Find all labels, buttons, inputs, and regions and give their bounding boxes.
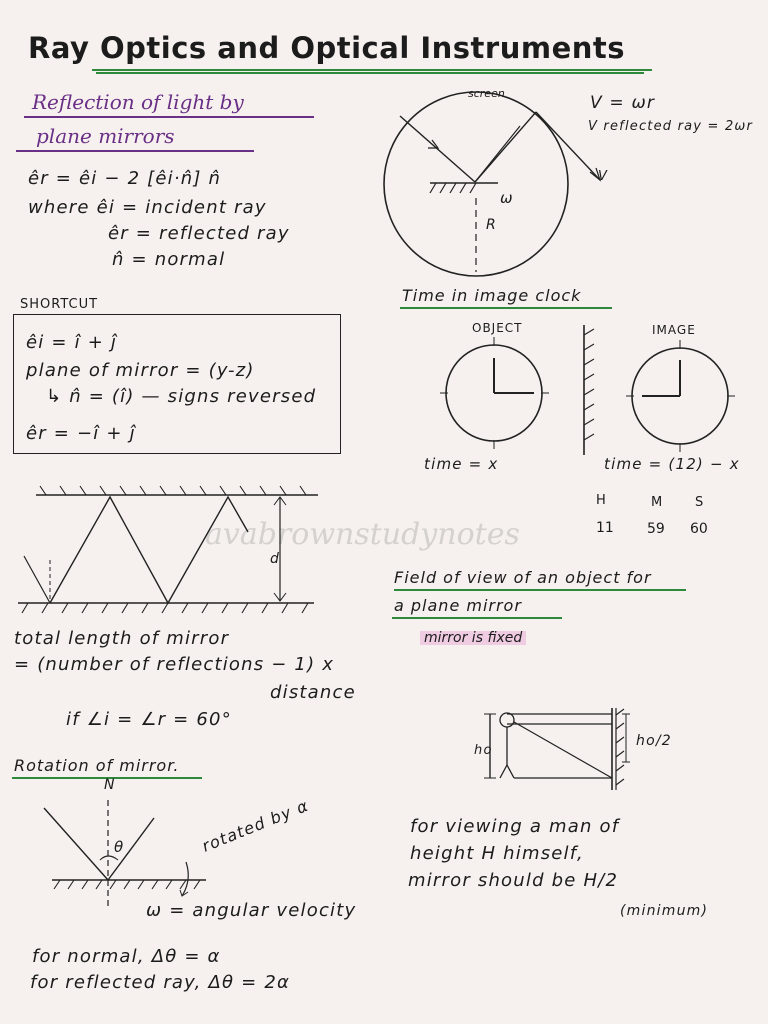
fov-note-3: mirror should be H/2 [408,870,619,891]
shortcut-label: SHORTCUT [20,297,99,312]
fov-ho: ho [474,743,493,758]
parallel-total-1: total length of mirror [14,628,230,649]
parallel-total-2: = (number of reflections − 1) x [14,654,335,675]
shortcut-plane: plane of mirror = (y-z) [26,360,255,381]
page-title: Ray Optics and Optical Instruments [28,31,626,65]
clock-s: S [695,495,704,510]
fov-note-2: height H himself, [410,843,584,864]
rotation-rotated: rotated by α [199,795,312,856]
clock-object-label: OBJECT [472,321,523,335]
clock-time-image: time = (12) − x [604,455,740,473]
shortcut-ei: êi = î + ĵ [26,332,118,353]
fov-heading-1: Field of view of an object for [394,568,652,587]
fov-note-4: (minimum) [620,903,709,919]
reflection-heading-2: plane mirrors [36,124,175,148]
reflection-heading-1: Reflection of light by [32,90,244,114]
clock-heading: Time in image clock [402,286,582,305]
fov-ho2: ho/2 [636,733,672,749]
reflection-where: where êi = incident ray [28,197,267,218]
shortcut-er: êr = −î + ĵ [26,423,136,444]
clock-image-label: IMAGE [652,323,696,337]
reflection-formula: êr = êi − 2 [êi·n̂] n̂ [28,168,222,189]
screen-v-label: V [598,169,609,184]
clock-h: H [596,493,606,508]
fov-fixed: mirror is fixed [420,631,526,645]
watermark: avabrownstudynotes [205,517,520,552]
screen-R: R [486,217,497,233]
rotation-reflected: for reflected ray, Δθ = 2α [30,972,291,993]
rotation-normal: for normal, Δθ = α [32,946,221,967]
parallel-total-3: distance [270,682,356,703]
screen-label: screen [468,87,505,100]
shortcut-n: ↳ n̂ = (î) — signs reversed [46,386,317,407]
screen-v-eq: V = ωr [590,93,656,113]
clock-h-value: 11 [596,520,614,536]
parallel-d-label: d [270,551,281,567]
rotation-theta: θ [114,838,125,856]
reflection-er: êr = reflected ray [108,223,290,244]
reflection-n: n̂ = normal [112,249,226,270]
parallel-if: if ∠i = ∠r = 60° [66,709,232,730]
rotation-omega: ω = angular velocity [146,900,357,921]
rotation-N: N [104,777,116,793]
clock-s-value: 60 [690,521,708,537]
screen-omega: ω [500,189,514,207]
screen-v-reflected: V reflected ray = 2ωr [588,119,754,134]
rotation-heading: Rotation of mirror. [14,756,180,775]
clock-time-object: time = x [424,455,499,473]
clock-m: M [651,495,663,510]
fov-heading-2: a plane mirror [394,596,522,615]
clock-m-value: 59 [647,521,665,537]
fov-note-1: for viewing a man of [410,816,620,837]
